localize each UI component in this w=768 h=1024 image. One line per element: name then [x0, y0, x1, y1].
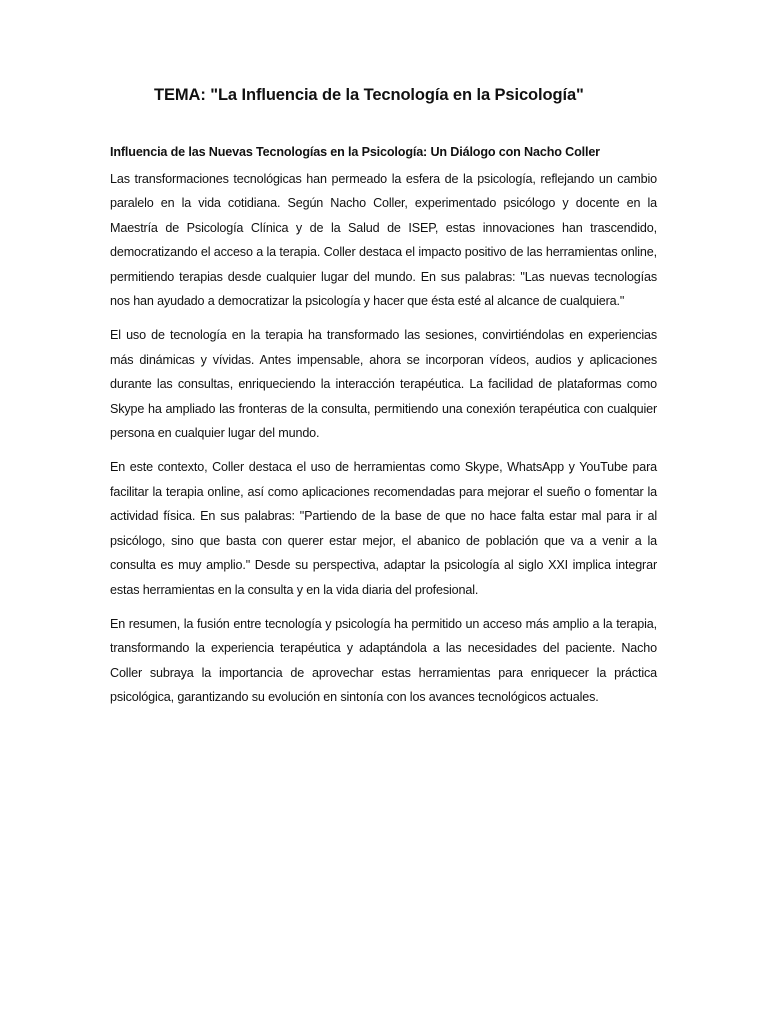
- paragraph-4: En resumen, la fusión entre tecnología y psicología ha permitido un acceso más amplio a la terapia, transformando la experiencia terapéutica y adaptándola a las necesidades del paciente. Nacho Coller subraya la importancia de aprovechar estas herramientas para enriquecer la práctica psicológica, garantizando su evolución en sintonía con los avances tecnológicos actuales.: [110, 616, 657, 705]
- paragraph-1: Las transformaciones tecnológicas han permeado la esfera de la psicología, reflejando un cambio paralelo en la vida cotidiana. Según Nacho Coller, experimentado psicólogo y docente en la Maestría de Psicología Clínica y de la Salud de ISEP, estas innovaciones han trascendido, democratizando el acceso a la terapia. Coller destaca el impacto positivo de las herramientas online, permitiendo terapias desde cualquier lugar del mundo. En sus palabras: "Las nuevas tecnologías nos han ayudado a democratizar la psicología y hacer que ésta esté al alcance de cualquiera.": [110, 172, 657, 309]
- document-body: [110, 141, 657, 720]
- paragraph-3: En este contexto, Coller destaca el uso de herramientas como Skype, WhatsApp y YouTube para facilitar la terapia online, así como aplicaciones recomendadas para mejorar el sueño o fomentar la actividad física. En sus palabras: "Partiendo de la base de que no hace falta estar mal para ir al psicólogo, sino que basta con querer estar mejor, el abanico de población que va a venir a la consulta es muy amplio." Desde su perspectiva, adaptar la psicología al siglo XXI implica integrar estas herramientas en la consulta y en la vida diaria del profesional.: [110, 460, 657, 597]
- document-title: TEMA: "La Influencia de la Tecnología en la Psicología": [154, 86, 584, 104]
- section-heading: Influencia de las Nuevas Tecnologías en la Psicología: Un Diálogo con Nacho Coller: [110, 145, 600, 159]
- paragraph-2: El uso de tecnología en la terapia ha transformado las sesiones, convirtiéndolas en experiencias más dinámicas y vívidas. Antes impensable, ahora se incorporan vídeos, audios y aplicaciones durante las consultas, enriqueciendo la interacción terapéutica. La facilidad de plataformas como Skype ha ampliado las fronteras de la consulta, permitiendo una conexión terapéutica con cualquier persona en cualquier lugar del mundo.: [110, 328, 657, 441]
